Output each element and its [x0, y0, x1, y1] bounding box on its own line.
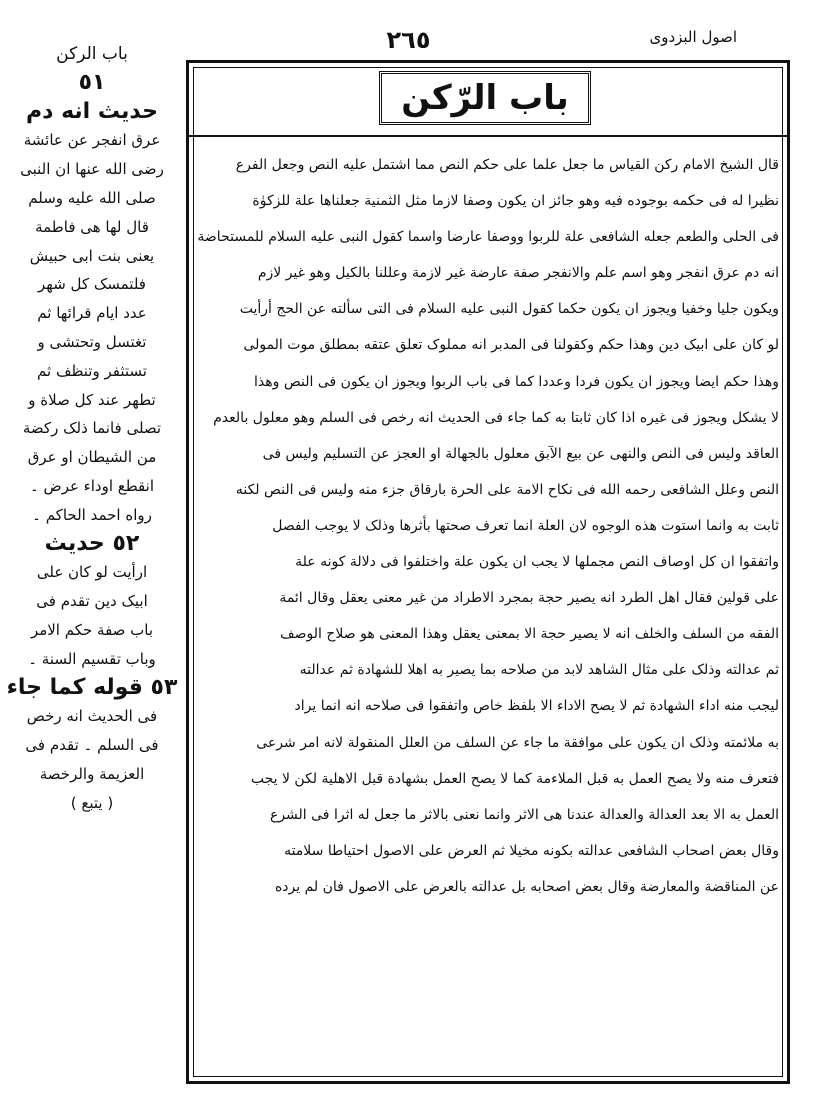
text-line: الفقه من السلف والخلف انه لا یصیر حجة الا بمعنی یعقل وهذا المعنی هو صلاح الوصف — [280, 626, 779, 643]
margin-note-line: ارأیت لو کان علی — [36, 563, 148, 582]
margin-commentary — [4, 40, 180, 818]
margin-note-line: یعنی بنت ابی حبیش — [29, 246, 155, 265]
margin-note-line: ٥١ — [78, 69, 106, 95]
margin-note-line: ٥٣ قوله کما جاء — [6, 674, 178, 700]
text-line: فی الحلی والطعم جعله الشافعی علة للربوا ووصفا عارضا واسما کقول النبی علیه السلام للمستحاضة — [197, 229, 779, 246]
text-line: لو کان علی ابیک دین وهذا حکم وکقولنا فی المدبر انه مملوک تعلق عتقه بمطلق موت المولی — [243, 337, 779, 354]
running-head-book-title: اصول البزدوی — [649, 28, 737, 46]
margin-note-line: فی السلم ۔ تقدم فی — [25, 736, 159, 755]
margin-note-line: عدد ایام قرائها ثم — [37, 304, 147, 323]
text-line: واتفقوا ان کل اوصاف النص مجملها لا یجب ان یکون علة واختلفوا فی دلالة کونه علة — [295, 554, 779, 571]
margin-note-line: رواه احمد الحاکم ۔ — [32, 505, 152, 524]
margin-note-line: فی الحدیث انه رخص — [26, 707, 158, 726]
margin-note-line: تصلی فانما ذلک رکضة — [22, 419, 162, 438]
text-line: فتعرف منه ولا یصح العمل به قبل الملاءمة کما لا یصح العمل بشهادة قبل الاهلیة لکن لا یجب — [250, 770, 779, 787]
margin-note-line: تغتسل وتحتشی و — [37, 332, 147, 351]
chapter-title-box — [379, 71, 591, 125]
margin-note-line: وباب تقسیم السنة ۔ — [28, 649, 156, 668]
margin-note-line: تطهر عند کل صلاة و — [28, 390, 156, 409]
text-line: ثم عدالته وذلک علی مثال الشاهد لابد من صلاحه بما یصیر به اهلا للشهادة ثم عدالته — [299, 662, 779, 679]
margin-note-line: عرق انفجر عن عائشة — [23, 131, 161, 150]
text-line: به ملائمته وذلک ان یکون علی موافقة ما جاء عن السلف من العلل المنقولة لانه امر شرعی — [256, 734, 779, 751]
text-line: العاقد ولیس فی النص والنهی عن بیع الآبق معلول بالجهالة او العجز عن التسلیم ولیس فی — [262, 445, 779, 462]
text-line: وهذا حکم ایضا ویجوز ان یکون فردا وعددا کما فی باب الربوا ویجوز ان یکون فی النص وهذا — [254, 373, 779, 390]
main-body-text — [197, 147, 779, 1071]
margin-note-line: باب صفة حکم الامر — [30, 620, 154, 639]
chapter-header-band — [189, 63, 787, 137]
margin-note-line: من الشیطان او عرق — [27, 448, 157, 467]
main-text-frame — [186, 60, 790, 1084]
margin-note-line: فلتمسک کل شهر — [38, 275, 146, 294]
text-line: لا یشکل ویجوز فی غیره اذا کان ثابتا به کما جاء فی الحدیث انه رخص فی السلم وهو معلول بالعدم — [213, 409, 779, 426]
margin-note-line: ٥٢ حدیث — [44, 530, 140, 556]
text-line: لیجب منه اداء الشهادة ثم لا یصح الاداء الا بلفظ خاص واتفقوا فی صلاحه انه انما یراد — [294, 698, 779, 715]
margin-note-line: صلی الله علیه وسلم — [28, 188, 156, 207]
margin-note-line: رضی الله عنها ان النبی — [20, 160, 164, 179]
margin-note-line: انقطع اوداء عرض ۔ — [30, 476, 154, 495]
margin-note-line: تستثفر وتنظف ثم — [37, 361, 147, 380]
text-line: ثابت به وانما استوت هذه الوجوه لان العلة انما تعرف صحتها بأثرها وذلک لا یوجب الفصل — [272, 517, 779, 534]
page-number: ٢٦٥ — [386, 26, 431, 54]
text-line: النص وعلل الشافعی رحمه الله فی نکاح الامة علی الحرة بارقاق جزء منه ولیس فی النص لکنه — [235, 481, 779, 498]
margin-note-line: باب الرکن — [56, 44, 128, 64]
text-line: عن المناقضة والمعارضة وقال بعض اصحابه بل عدالته بالعرض علی الاصول فان لم یرده — [274, 878, 779, 895]
text-line: وقال بعض اصحاب الشافعی عدالته بکونه مخیلا ثم العرض علی الاصول احتیاطا سلامته — [284, 842, 779, 859]
chapter-title: باب الرّکن — [401, 78, 569, 118]
margin-note-line: حدیث انه دم — [26, 98, 158, 124]
text-line: قال الشیخ الامام رکن القیاس ما جعل علما علی حکم النص مما اشتمل علیه النص وجعل الفرع — [235, 157, 779, 173]
text-line: نظیرا له فی حکمه بوجوده فیه وهو جائز ان یکون وصفا لازما مثل الثمنیة جعلناها علة للزکوٰة — [252, 193, 779, 210]
margin-note-line: ابیک دین تقدم فی — [36, 592, 148, 611]
text-line: انه دم عرق انفجر وهو اسم علم والانفجر صفة عارضة غیر لازمة وعللنا بالکیل وهو غیر لازم — [257, 265, 779, 282]
text-line: علی قولین فقال اهل الطرد انه یصیر حجة بمجرد الاطراد من غیر معنی یعقل وقال ائمة — [279, 590, 779, 607]
text-line: العمل به الا بعد العدالة والعدالة عندنا هی الاثر وانما نعنی بالاثر ما جعل له اثرا فی الشرع — [269, 806, 779, 823]
margin-note-line: ( یتبع ) — [70, 793, 114, 812]
margin-note-line: قال لها هی فاطمة — [35, 217, 149, 236]
text-line: ویکون جلیا وخفیا ویجوز ان یکون حکما کقول النبی علیه السلام فی التی سألته عن الحج أرأیت — [239, 301, 779, 318]
margin-note-line: العزیمة والرخصة — [39, 764, 145, 783]
